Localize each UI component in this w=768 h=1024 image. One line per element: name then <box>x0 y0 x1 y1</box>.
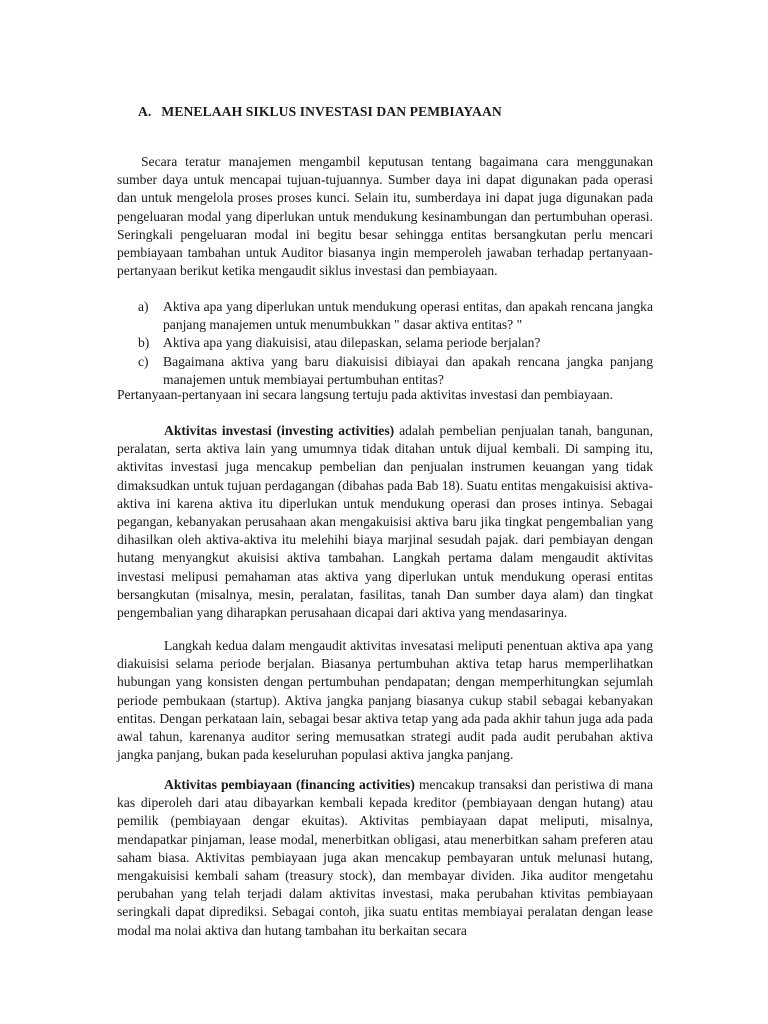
list-item <box>117 298 653 334</box>
section-number: A. <box>138 104 152 119</box>
section-heading <box>138 104 502 120</box>
financing-text: mencakup transaksi dan peristiwa di mana kas diperoleh dari atau dibayarkan kembali kepada kreditor (pembiayaan dengan hutang) atau pemilik (pembiayaan dengar ekuitas). Aktivitas pembiayaan dapat meliputi, misalnya, mendapatkar pinjaman, lease modal, menerbitkan obligasi, atau menerbitkan saham preferen atau saham biasa. Aktivitas pembiayaan juga akan mencakup pembayaran untuk melunasi hutang, mengakuisisi kembali saham (treasury stock), dan membayar dividen. Jika auditor mengetahu perubahan yang telah terjadi dalam aktivitas investasi, maka perubahan ktivitas pembiayaan seringkali dapat diprediksi. Sebagai contoh, jika suatu entitas membiayai peralatan dengan lease modal ma nolai aktiva dan hutang tambahan itu berkaitan secara <box>117 777 654 938</box>
investing-term: Aktivitas investasi (investing activities) <box>164 423 395 438</box>
financing-paragraph <box>117 776 653 940</box>
list-marker: b) <box>138 335 150 351</box>
list-item <box>117 353 653 389</box>
step-two-paragraph: Langkah kedua dalam mengaudit aktivitas invesatasi meliputi penentuan aktiva apa yang diakuisisi selama periode berjalan. Biasanya pertumbuhan aktiva tetap harus memperlihatkan hubungan yang konsisten dengan pertumbuhan pendapatan; dengan memperhitungkan sejumlah periode pembukaan (startup). Aktiva jangka panjang biasanya cukup stabil sebagai kebanyakan entitas. Dengan perkataan lain, sebagai besar aktiva tetap yang ada pada akhir tahun juga ada pada awal tahun, karenanya auditor sering memusatkan strategi audit pada audit perubahan aktiva jangka panjang, bukan pada keseluruhan populasi aktiva jangka panjang. <box>117 638 653 763</box>
list-marker: c) <box>138 353 149 369</box>
question-list <box>117 298 653 389</box>
investing-paragraph <box>117 422 653 622</box>
investing-text: adalah pembelian penjualan tanah, bangunan, peralatan, serta aktiva lain yang umumnya tidak ditahan untuk dijual kembali. Di samping itu, aktivitas investasi juga mencakup pembelian dan penjualan instrumen keuangan yang tidak dimaksudkan untuk tujuan perdagangan (dibahas pada Bab 18). Suatu entitas mengakuisisi aktiva-aktiva ini karena aktiva itu diperlukan untuk mendukung operasi dan proses intinya. Sebagai pegangan, kebanyakan perusahaan akan mengakuisisi aktiva baru jika tingkat pengembalian yang dihasilkan oleh aktiva-aktiva itu melehihi biaya marjinal sesudah pajak. dari pembiayan dengan hutang menyangkut akuisisi aktiva tambahan. Langkah pertama dalam mengaudit aktivitas investasi melipusi pemahaman atas aktiva yang diperlukan untuk mendukung operasi entitas bersangkutan (misalnya, mesin, peralatan, fasilitas, tanah Dan sumber daya alam) dan tingkat pengembalian yang diharapkan perusahaan dicapai dari aktiva yang mendasarinya. <box>117 423 653 621</box>
list-item-text: Bagaimana aktiva yang baru diakuisisi dibiayai dan apakah rencana jangka panjang manajemen untuk membiayai pertumbuhan entitas? <box>163 353 653 387</box>
intro-paragraph: Secara teratur manajemen mengambil keputusan tentang bagaimana cara menggunakan sumber daya untuk mencapai tujuan-tujuannya. Sumber daya ini dapat digunakan pada operasi dan untuk mengelola proses proses kunci. Selain itu, sumberdaya ini dapat juga digunakan pada pengeluaran modal yang diperlukan untuk mendukung kesinambungan dan pertumbuhan operasi. Seringkali pengeluaran modal ini begitu besar sehingga entitas bersangkutan perlu mencari pembiayaan tambahan untuk Auditor biasanya ingin memperoleh jawaban terhadap pertanyaan-pertanyaan berikut ketika mengaudit siklus investasi dan pembiayaan. <box>117 154 653 279</box>
after-questions-text: Pertanyaan-pertanyaan ini secara langsung tertuju pada aktivitas investasi dan pembiayaan. <box>117 387 613 402</box>
list-item <box>117 334 653 352</box>
list-item-text: Aktiva apa yang diakuisisi, atau dilepaskan, selama periode berjalan? <box>163 335 541 351</box>
section-title: MENELAAH SIKLUS INVESTASI DAN PEMBIAYAAN <box>161 104 502 119</box>
list-item-text: Aktiva apa yang diperlukan untuk mendukung operasi entitas, dan apakah rencana jangka panjang manajemen untuk menumbukkan " dasar aktiva entitas? " <box>163 299 653 333</box>
financing-term: Aktivitas pembiayaan (financing activities) <box>164 777 415 792</box>
list-marker: a) <box>138 299 149 314</box>
